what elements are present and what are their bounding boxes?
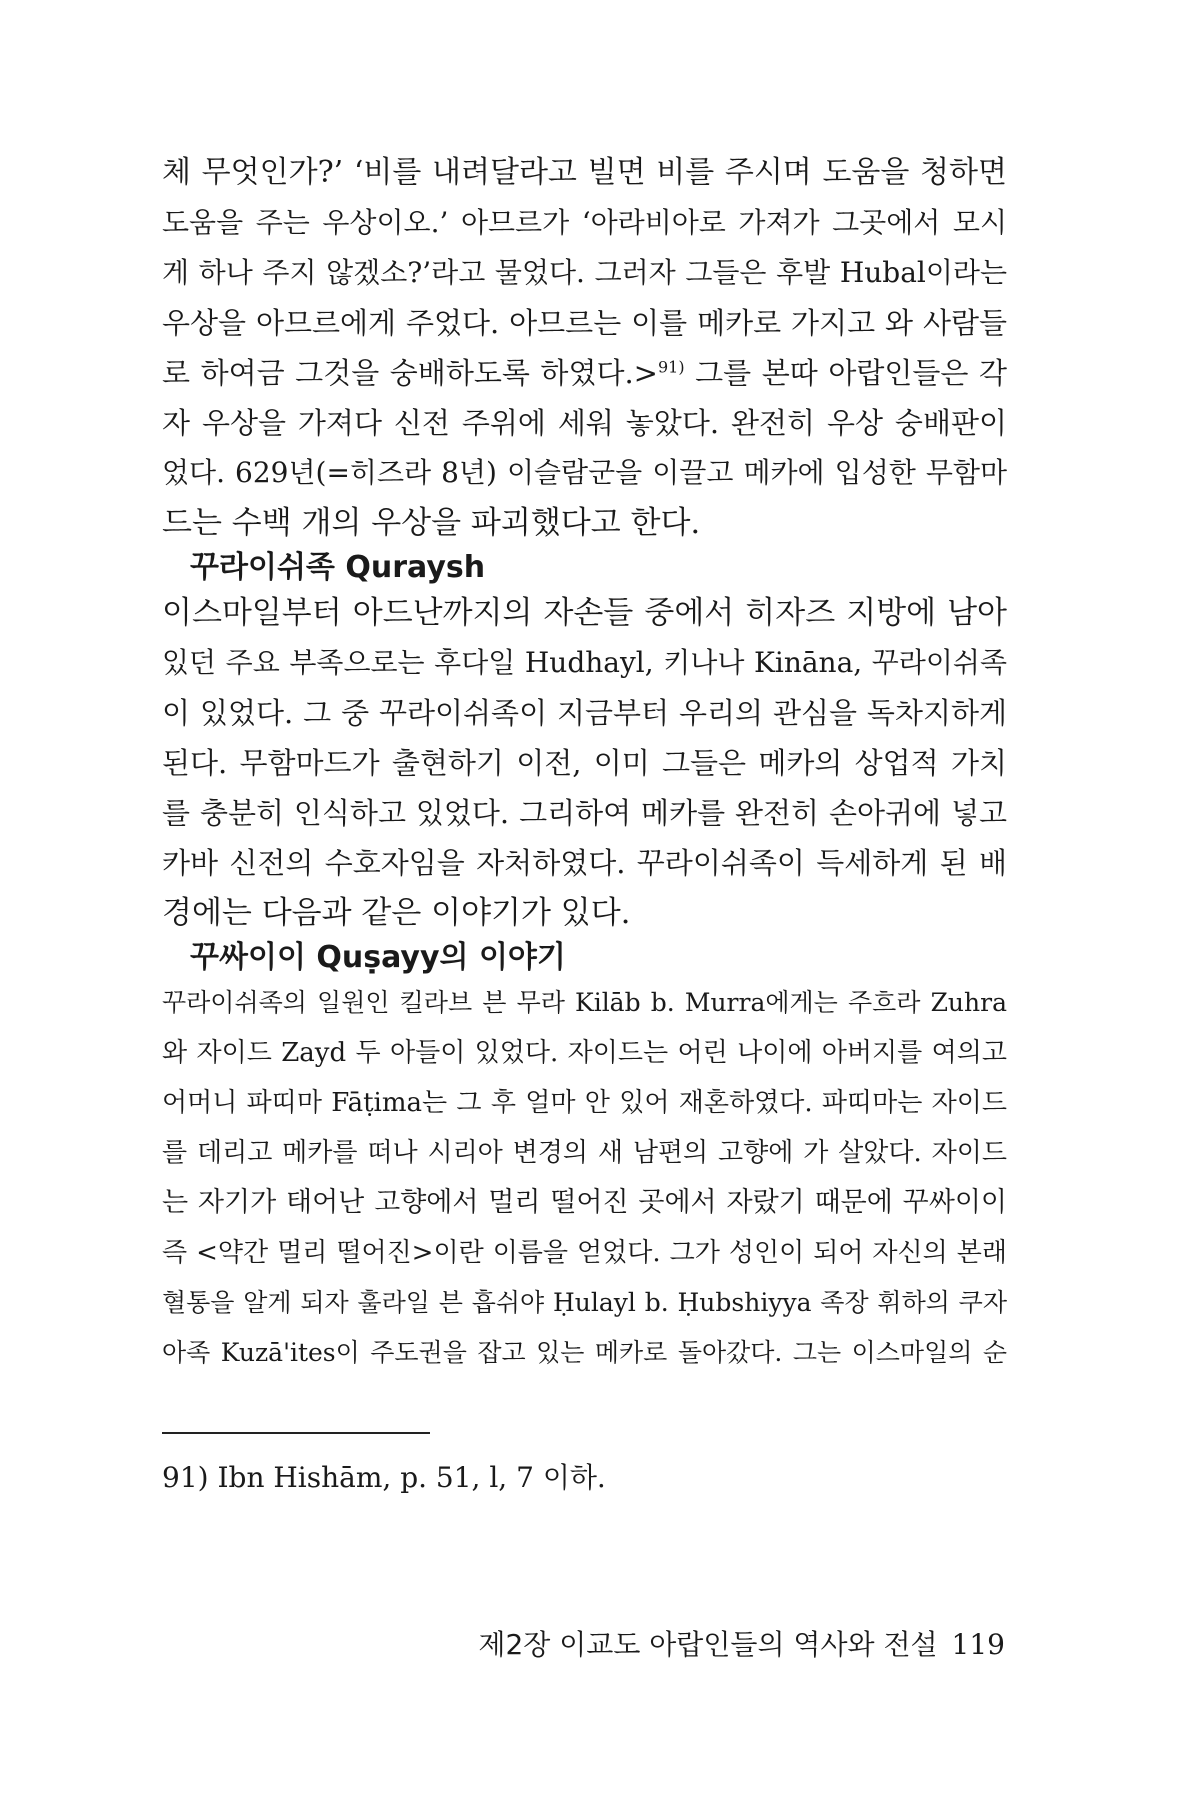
text-line: 체 무엇인가?’ ‘비를 내려달라고 빌면 비를 주시며 도움을 청하면 <box>162 155 1007 190</box>
text-line: 아족 Kuzā'ites이 주도권을 잡고 있는 메카로 돌아갔다. 그는 이스마일의 순 <box>162 1338 1007 1367</box>
paragraph-1 <box>162 148 1007 548</box>
text-line: 를 충분히 인식하고 있었다. 그리하여 메카를 완전히 손아귀에 넣고 <box>162 796 1007 830</box>
text-line: 어머니 파띠마 Fāṭima는 그 후 얼마 안 있어 재혼하였다. 파띠마는 자이드 <box>162 1088 1007 1118</box>
text-line-tail: 그를 본따 아랍인들은 각 <box>684 356 1007 390</box>
text-line: 꾸라이쉬족의 일원인 킬라브 븐 무라 Kilāb b. Murra에게는 주흐라 Zuhra <box>162 988 1007 1017</box>
text-line: 혈통을 알게 되자 훌라일 븐 흡쉬야 Ḥulayl b. Ḥubshiyya 족장 휘하의 쿠자 <box>162 1288 1007 1317</box>
text-line: 우상을 아므르에게 주었다. 아므르는 이를 메카로 가지고 와 사람들 <box>162 306 1007 340</box>
text-line: 이스마일부터 아드난까지의 자손들 중에서 히자즈 지방에 남아 <box>162 595 1007 631</box>
text-line: 드는 수백 개의 우상을 파괴했다고 한다. <box>162 505 701 541</box>
text-line: 있던 주요 부족으로는 후다일 Hudhayl, 키나나 Kināna, 꾸라이쉬족 <box>162 646 1007 679</box>
text-line: 를 데리고 메카를 떠나 시리아 변경의 새 남편의 고향에 가 살았다. 자이드 <box>162 1138 1007 1168</box>
page-number: 119 <box>951 1628 1005 1661</box>
paragraph-3 <box>162 978 1007 1378</box>
running-footer <box>478 1625 1005 1665</box>
section-heading-qusayy: 꾸싸이이 Quṣayy의 이야기 <box>190 940 566 975</box>
text-line: 이 있었다. 그 중 꾸라이쉬족이 지금부터 우리의 관심을 독차지하게 <box>162 696 1007 730</box>
text-line: 게 하나 주지 않겠소?’라고 물었다. 그러자 그들은 후발 Hubal이라는 <box>162 256 1007 289</box>
paragraph-2 <box>162 588 1007 938</box>
text-line: 와 자이드 Zayd 두 아들이 있었다. 자이드는 어린 나이에 아버지를 여의고 <box>162 1038 1007 1068</box>
text-line: 도움을 주는 우상이오.’ 아므르가 ‘아라비아로 가져가 그곳에서 모시 <box>162 206 1007 239</box>
text-line-with-footnote-ref <box>162 348 1007 398</box>
chapter-title: 제2장 이교도 아랍인들의 역사와 전설 <box>478 1628 938 1661</box>
footnote-divider <box>162 1432 430 1434</box>
section-heading-quraysh: 꾸라이쉬족 Quraysh <box>190 550 486 585</box>
text-line: 즉 <약간 멀리 떨어진>이란 이름을 얻었다. 그가 성인이 되어 자신의 본래 <box>162 1238 1007 1268</box>
text-line-head: 로 하여금 그것을 숭배하도록 하였다.> <box>162 356 658 390</box>
text-line: 자 우상을 가져다 신전 주위에 세워 놓았다. 완전히 우상 숭배판이 <box>162 406 1007 440</box>
footnote-reference: 91) <box>657 357 685 377</box>
footnote: 91) Ibn Hishām, p. 51, l, 7 이하. <box>162 1461 606 1494</box>
text-line: 된다. 무함마드가 출현하기 이전, 이미 그들은 메카의 상업적 가치 <box>162 746 1007 780</box>
text-line: 었다. 629년(=히즈라 8년) 이슬람군을 이끌고 메카에 입성한 무함마 <box>162 456 1007 489</box>
text-line: 는 자기가 태어난 고향에서 멀리 떨어진 곳에서 자랐기 때문에 꾸싸이이 <box>162 1187 1007 1218</box>
text-line: 경에는 다음과 같은 이야기가 있다. <box>162 895 631 931</box>
text-line: 카바 신전의 수호자임을 자처하였다. 꾸라이쉬족이 득세하게 된 배 <box>162 846 1007 880</box>
